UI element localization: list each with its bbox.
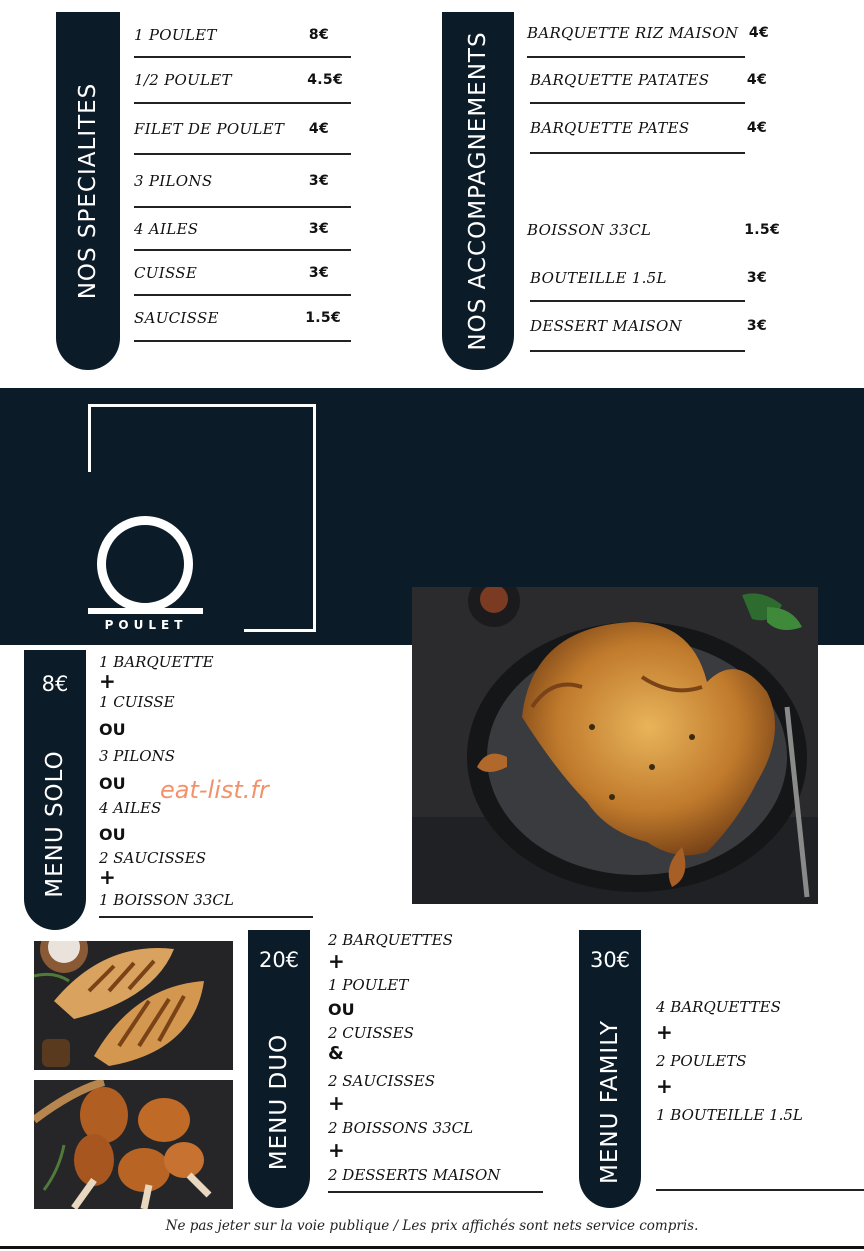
item-name: CUISSE (134, 263, 198, 282)
item-price: 1.5€ (744, 222, 780, 238)
menu-line: 4 BARQUETTES (656, 998, 781, 1016)
menu-line: 1 BOUTEILLE 1.5L (656, 1106, 803, 1124)
chicken-drumsticks-image (34, 1080, 233, 1209)
frame-left (88, 404, 91, 472)
menu-line: 2 BARQUETTES (328, 931, 453, 949)
chicken-drumsticks-photo (34, 1080, 233, 1209)
menu-line: 4 AILES (99, 799, 162, 817)
menu-duo-price: 20€ (258, 948, 300, 972)
item-name: 1/2 POULET (134, 71, 232, 89)
menu-line: + (328, 1091, 345, 1115)
frame-right (313, 404, 316, 632)
menu-line: 2 DESSERTS MAISON (328, 1166, 501, 1184)
logo-bar (88, 608, 203, 614)
menu-line: OU (99, 825, 126, 844)
menu-line: OU (99, 774, 126, 793)
specialite-row (134, 296, 351, 342)
item-price: 4.5€ (307, 72, 343, 88)
menu-solo-price: 8€ (41, 672, 69, 696)
item-name: 4 AILES (134, 219, 199, 238)
item-name: BOUTEILLE 1.5L (530, 269, 667, 287)
menu-line: + (99, 865, 116, 889)
specialite-row (134, 208, 351, 251)
specialite-row (134, 251, 351, 296)
menu-family-price: 30€ (589, 948, 631, 972)
item-name: BOISSON 33CL (527, 221, 652, 239)
frame-bottom (244, 629, 316, 632)
menu-line: 2 POULETS (656, 1052, 747, 1070)
item-name: SAUCISSE (134, 309, 219, 327)
menu-line: + (99, 669, 116, 693)
item-name: BARQUETTE PATATES (530, 71, 710, 89)
item-price: 8€ (308, 27, 329, 43)
accompagnement-row (530, 104, 767, 154)
menu-line: OU (99, 720, 126, 739)
item-price: 1.5€ (305, 310, 341, 326)
item-price: 3€ (308, 264, 329, 281)
menu-line: 2 SAUCISSES (328, 1072, 435, 1090)
grilled-chicken-breast-photo (34, 941, 233, 1070)
accompagnements-pill (442, 12, 514, 370)
menu-solo-title: MENU SOLO (42, 749, 68, 898)
menu-line: 2 BOISSONS 33CL (328, 1119, 474, 1137)
menu-line: + (656, 1020, 673, 1044)
menu-line: 3 PILONS (99, 747, 175, 765)
menu-solo-pill (24, 650, 86, 930)
menu-line: 1 CUISSE (99, 693, 175, 711)
accompagnement-row (530, 256, 767, 302)
item-price: 4€ (748, 25, 769, 41)
item-name: DESSERT MAISON (530, 317, 683, 335)
item-name: FILET DE POULET (134, 119, 285, 138)
accompagnement-row (530, 302, 767, 352)
specialite-row (134, 14, 351, 58)
item-price: 3€ (308, 220, 329, 237)
menu-line: & (328, 1043, 344, 1064)
specialite-row (134, 58, 351, 104)
specialites-title: NOS SPECIALITES (75, 82, 101, 300)
specialite-row (134, 104, 351, 155)
item-name: 1 POULET (134, 26, 217, 44)
menu-line: 1 BOISSON 33CL (99, 891, 234, 909)
frame-top (88, 404, 316, 407)
accompagnement-row (530, 58, 767, 104)
menu-family-title: MENU FAMILY (597, 1020, 623, 1185)
specialite-row (134, 155, 351, 208)
specialites-pill (56, 12, 120, 370)
item-name: BARQUETTE PATES (530, 119, 690, 137)
menu-line: 2 SAUCISSES (99, 849, 206, 867)
accompagnements-title: NOS ACCOMPAGNEMENTS (465, 31, 491, 351)
footer-rule (0, 1246, 864, 1249)
item-name: BARQUETTE RIZ MAISON (527, 24, 739, 42)
roast-chicken-image (412, 587, 818, 904)
menu-duo-pill (248, 930, 310, 1208)
footer-note: Ne pas jeter sur la voie publique / Les prix affichés sont nets service compris. (165, 1218, 699, 1234)
item-price: 4€ (308, 120, 329, 137)
menu-duo-title: MENU DUO (266, 1034, 292, 1171)
accompagnement-row (527, 215, 780, 245)
watermark-text: eat-list.fr (160, 776, 269, 804)
item-price: 3€ (746, 318, 767, 334)
logo-text: POULET (104, 618, 188, 632)
item-price: 4€ (746, 120, 767, 136)
item-price: 3€ (746, 270, 767, 286)
menu-line: OU (328, 1000, 355, 1019)
logo-circle-icon (97, 516, 193, 612)
menu-family-pill (579, 930, 641, 1208)
item-price: 4€ (746, 72, 767, 88)
item-name: 3 PILONS (134, 171, 213, 190)
roast-chicken-photo (412, 587, 818, 904)
menu-duo-underline (328, 1191, 543, 1193)
accompagnement-row (527, 10, 769, 58)
menu-line: + (328, 1138, 345, 1162)
menu-family-underline (656, 1189, 864, 1191)
grilled-chicken-breast-image (34, 941, 233, 1070)
menu-line: + (656, 1074, 673, 1098)
menu-line: 2 CUISSES (328, 1024, 414, 1042)
menu-line: 1 BARQUETTE (99, 653, 214, 671)
menu-line: 1 POULET (328, 976, 409, 994)
item-price: 3€ (308, 172, 329, 189)
menu-line: + (328, 949, 345, 973)
menu-solo-underline (99, 916, 313, 918)
